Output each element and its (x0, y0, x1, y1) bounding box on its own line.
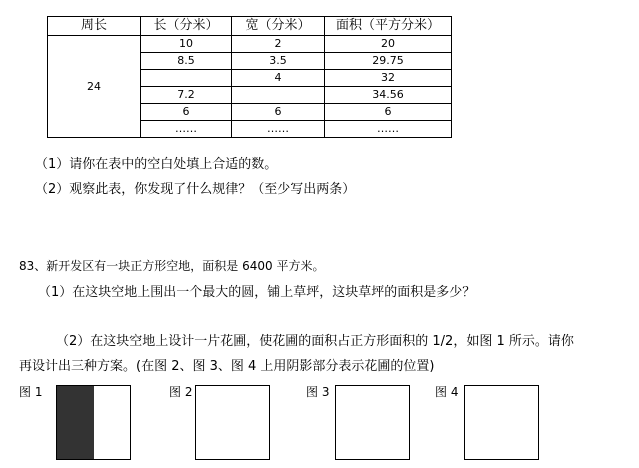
length-cell-blank (141, 70, 232, 87)
area-cell-ellipsis: …… (325, 121, 452, 138)
figure-2-square (195, 385, 270, 460)
width-cell: 6 (232, 104, 325, 121)
width-cell: 2 (232, 36, 325, 53)
width-cell: 4 (232, 70, 325, 87)
figure-4-square (464, 385, 539, 460)
header-width: 宽（分米） (232, 17, 325, 36)
figure-3-label: 图 3 (306, 385, 330, 399)
figure-4-label: 图 4 (435, 385, 459, 399)
length-cell: 8.5 (141, 53, 232, 70)
figure-2-label: 图 2 (169, 385, 193, 399)
width-cell: 3.5 (232, 53, 325, 70)
length-cell: 10 (141, 36, 232, 53)
figure-1-square (56, 385, 131, 460)
figure-3-square (335, 385, 410, 460)
header-length: 长（分米） (141, 17, 232, 36)
table-row (48, 36, 452, 53)
area-cell: 20 (325, 36, 452, 53)
data-table (47, 16, 452, 138)
area-cell: 32 (325, 70, 452, 87)
problem-83-sub1: （1）在这块空地上围出一个最大的圆，铺上草坪，这块草坪的面积是多少？ (38, 285, 476, 300)
problem-83-sub2-line1: （2）在这块空地上设计一片花圃，使花圃的面积占正方形面积的 1/2，如图 1 所示。请你 (56, 334, 574, 349)
width-cell-blank (232, 87, 325, 104)
question-1: （1）请你在表中的空白处填上合适的数。 (35, 157, 278, 172)
question-2: （2）观察此表，你发现了什么规律？（至少写出两条） (35, 182, 356, 197)
figure-1-label: 图 1 (19, 385, 43, 399)
area-cell: 6 (325, 104, 452, 121)
table-header-row (48, 17, 452, 36)
length-cell-ellipsis: …… (141, 121, 232, 138)
header-area: 面积（平方分米） (325, 17, 452, 36)
perimeter-cell: 24 (48, 36, 141, 138)
width-cell-ellipsis: …… (232, 121, 325, 138)
problem-83-sub2-line2: 再设计出三种方案。(在图 2、图 3、图 4 上用阴影部分表示花圃的位置) (19, 359, 435, 374)
figure-1-shaded-half (57, 386, 94, 459)
problem-83-title: 83、新开发区有一块正方形空地，面积是 6400 平方米。 (19, 259, 325, 273)
area-cell: 34.56 (325, 87, 452, 104)
length-cell: 7.2 (141, 87, 232, 104)
area-cell: 29.75 (325, 53, 452, 70)
header-perimeter: 周长 (48, 17, 141, 36)
length-cell: 6 (141, 104, 232, 121)
